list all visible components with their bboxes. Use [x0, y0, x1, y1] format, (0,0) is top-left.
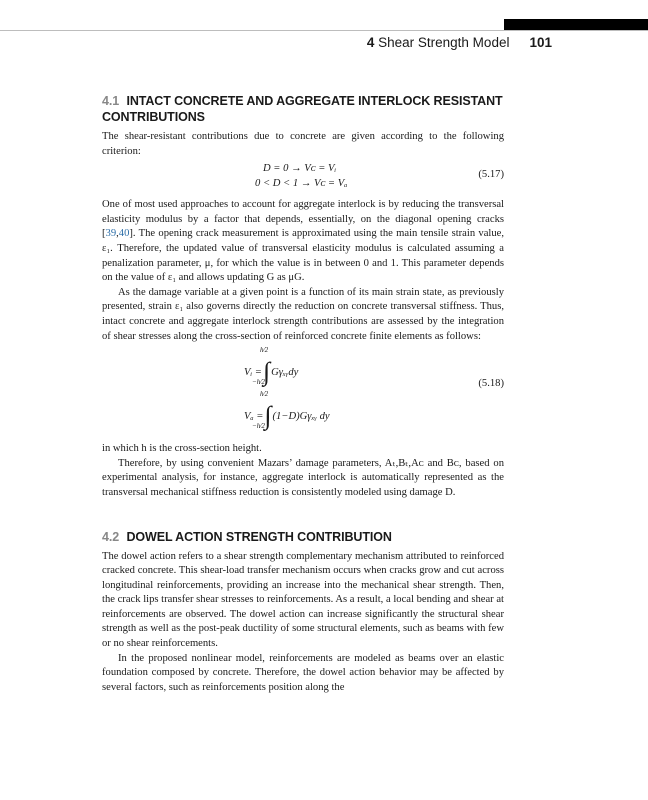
paragraph: The shear-resistant contributions due to concrete are given according to the following criterion: [102, 131, 504, 157]
equation-line: D = 0 → Vᴄ = Vᵢ [263, 163, 337, 175]
equation-number: (5.18) [478, 378, 504, 390]
chapter-number: 4 [366, 35, 375, 50]
page-body [102, 93, 504, 695]
paragraph: Therefore, by using convenient Mazars’ damage parameters, Aₜ,Bₜ,Aᴄ and Bᴄ, based on experimental analysis, for instance, aggregate interlock is automatically represented as the transversal mechanical stiffness reduction is consistently modeled using damage D. [102, 457, 504, 498]
section-title: DOWEL ACTION STRENGTH CONTRIBUTION [126, 529, 392, 544]
citation-link[interactable]: 39 [105, 228, 117, 240]
paragraph: in which h is the cross-section height. [102, 443, 262, 455]
equation-5-17 [102, 161, 504, 195]
integral-sign: ∫ [262, 357, 271, 387]
paragraph: The dowel action refers to a shear strength complementary mechanism attributed to reinforced cracked concrete. This shear-load transfer mechanism occurs when cracks grow and cut across longitudinal reinforcements, providing an increase into the mechanical shear strength. Then, the crack lips transfer shear stresses to reinforcements. As a result, a local bending and shear at reinforcements are observed. The dowel action can increase significantly the structural shear strength as well as the post-peak ductility of some structural elements, such as beams with few or no shear reinforcements. [102, 550, 504, 650]
section-number: 4.1 [102, 94, 120, 108]
header-rule [0, 30, 648, 31]
section-title: INTACT CONCRETE AND AGGREGATE INTERLOCK RESISTANT CONTRIBUTIONS [102, 94, 503, 124]
paragraph [102, 198, 504, 286]
paragraph-text: ]. The opening crack measurement is approximated using the main tensile strain value, ε₁. Therefore, the updated value of transversal elasticity modulus is calculated assuming a penalization parameter, μ, for which the value is in between 0 and 1. This parameter depends on the value of ε₁ and allows updating G as μG. [102, 228, 504, 284]
paragraph: As the damage variable at a given point is a function of its main strain state, as previously presented, strain ε₁ also governs directly the reduction on concrete transversal stiffness. Thus, intact concrete and aggregate interlock strength contributions are assessed by the integration of shear stresses along the cross-section of reinforced concrete finite elements as follows: [102, 286, 504, 342]
equation-line: 0 < D < 1 → Vᴄ = Vₐ [255, 178, 348, 190]
upper-limit: h⁄2 [260, 346, 269, 355]
citation-link[interactable]: 40 [118, 228, 130, 240]
integral-sign: ∫ [264, 401, 272, 431]
section-heading-4-1 [102, 93, 504, 125]
equation-lhs: Vₐ = [244, 411, 264, 423]
equation-integrand: Gγₓᵧdy [271, 367, 299, 379]
equation-number: (5.17) [478, 169, 504, 181]
running-head-chapter [367, 35, 510, 50]
section-number: 4.2 [102, 529, 120, 544]
section-heading-4-2 [102, 529, 504, 545]
citation-separator: , [116, 228, 119, 240]
equation-lhs: Vᵢ = [244, 367, 262, 379]
paragraph: In the proposed nonlinear model, reinforcements are modeled as beams over an elastic foundation composed by concrete. Therefore, the dowel action behavior may be affected by several factors, such as reinforcements position along the [102, 652, 504, 693]
paragraph-text: One of most used approaches to account for aggregate interlock is by reducing the transversal elasticity modulus by a factor that depends, essentially, on the diagonal opening cracks [ [102, 199, 504, 240]
page-number: 101 [529, 35, 552, 50]
chapter-title: Shear Strength Model [378, 35, 510, 50]
running-head [367, 35, 552, 53]
upper-limit: h⁄2 [260, 390, 269, 399]
lower-limit: −h⁄2 [252, 422, 265, 431]
lower-limit: −h⁄2 [252, 378, 265, 387]
equation-5-18 [102, 346, 504, 436]
equation-integrand: (1−D)Gγₓᵧ dy [272, 411, 330, 423]
